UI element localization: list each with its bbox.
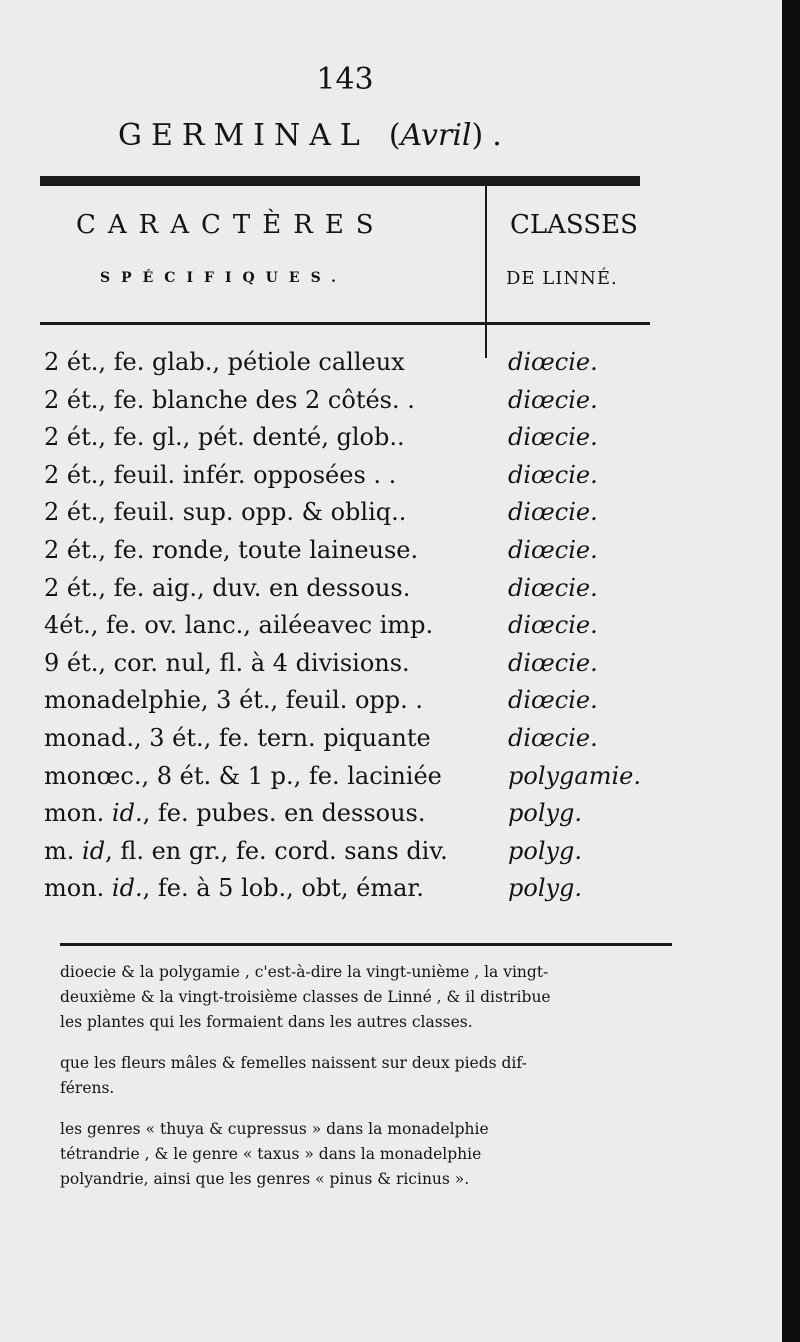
cell-text: mon.: [44, 799, 112, 828]
table-row: [44, 536, 664, 574]
footnote-line: deuxième & la vingt-troisième classes de Linné , & il distribue: [60, 988, 551, 1006]
table-row: [44, 799, 664, 837]
table-row: [44, 574, 664, 612]
footnote-line: que les fleurs mâles & femelles naissent sur deux pieds dif-: [60, 1054, 527, 1072]
month-note: Avril: [400, 118, 472, 153]
cell-italic-text: id.: [111, 799, 143, 828]
linne-class-cell: diœcie.: [508, 423, 598, 452]
specific-characters-cell: [44, 837, 448, 865]
footnote-line: dioecie & la polygamie , c'est-à-dire la vingt-unième , la vingt-: [60, 963, 549, 981]
specific-characters-cell: 2 ét., feuil. infér. opposées . .: [44, 460, 397, 489]
header-rule: [40, 322, 650, 325]
column-header-classes: CLASSES: [510, 210, 638, 240]
specific-characters-cell: 4ét., fe. ov. lanc., ailéeavec imp.: [44, 611, 434, 640]
page-number: 143: [316, 62, 374, 97]
table-row: [44, 874, 664, 912]
linne-class-cell: diœcie.: [508, 723, 598, 752]
specific-characters-cell: [44, 874, 424, 902]
footnote-rule: [60, 943, 672, 946]
footnote-line: tétrandrie , & le genre « taxus » dans la monadelphie: [60, 1145, 482, 1163]
linne-class-cell: diœcie.: [508, 611, 598, 640]
table-row: [44, 498, 664, 536]
column-header-linne: DE LINNÉ.: [506, 268, 618, 289]
footnote-line: les plantes qui les formaient dans les autres classes.: [60, 1013, 473, 1031]
table-row: [44, 686, 664, 724]
cell-italic-text: id.: [111, 874, 143, 903]
linne-class-cell: polygamie.: [508, 761, 641, 790]
table-row: [44, 611, 664, 649]
specific-characters-cell: [44, 799, 426, 827]
footnote-line: les genres « thuya & cupressus » dans la monadelphie: [60, 1120, 489, 1138]
column-header-characters: CARACTÈRES: [76, 210, 386, 240]
linne-class-cell: diœcie.: [508, 385, 598, 414]
linne-class-cell: diœcie.: [508, 460, 598, 489]
table-row: [44, 386, 664, 424]
table-row: [44, 837, 664, 875]
top-rule: [40, 176, 640, 186]
footnote-line: polyandrie, ainsi que les genres « pinus & ricinus ».: [60, 1170, 470, 1188]
specific-characters-cell: 9 ét., cor. nul, fl. à 4 divisions.: [44, 648, 410, 677]
table-body: [44, 348, 664, 912]
specific-characters-cell: 2 ét., fe. blanche des 2 côtés. .: [44, 385, 415, 414]
specific-characters-cell: 2 ét., fe. aig., duv. en dessous.: [44, 573, 411, 602]
linne-class-cell: diœcie.: [508, 686, 598, 715]
table-row: [44, 348, 664, 386]
specific-characters-cell: 2 ét., fe. glab., pétiole calleux: [44, 348, 405, 376]
linne-class-cell: polyg.: [508, 874, 583, 903]
column-header-specific: SPÉCIFIQUES.: [100, 270, 348, 286]
table-row: [44, 724, 664, 762]
footnotes: [60, 960, 672, 1208]
footnote: [60, 1051, 672, 1101]
paren-close: ).: [471, 118, 511, 153]
specific-characters-cell: 2 ét., fe. gl., pét. denté, glob..: [44, 423, 405, 452]
paren-open: (: [388, 118, 401, 153]
table-row: [44, 762, 664, 800]
month-name: GERMINAL: [118, 118, 369, 153]
specific-characters-cell: monœc., 8 ét. & 1 p., fe. laciniée: [44, 761, 442, 790]
linne-class-cell: polyg.: [508, 836, 583, 865]
linne-class-cell: polyg.: [508, 799, 583, 828]
column-divider: [485, 186, 487, 358]
cell-text: , fe. à 5 lob., obt, émar.: [142, 874, 424, 903]
linne-class-cell: diœcie.: [508, 535, 598, 564]
footnote-line: férens.: [60, 1079, 115, 1097]
specific-characters-cell: monad., 3 ét., fe. tern. piquante: [44, 723, 431, 752]
page-edge-shadow: [782, 0, 800, 1342]
table-row: [44, 649, 664, 687]
cell-text: , fl. en gr., fe. cord. sans div.: [105, 836, 448, 865]
cell-text: m.: [44, 836, 83, 865]
cell-italic-text: id: [82, 836, 106, 865]
month-heading: [118, 118, 511, 153]
specific-characters-cell: 2 ét., feuil. sup. opp. & obliq..: [44, 498, 407, 527]
linne-class-cell: diœcie.: [508, 573, 598, 602]
table-row: [44, 461, 664, 499]
linne-class-cell: diœcie.: [508, 348, 598, 376]
linne-class-cell: diœcie.: [508, 498, 598, 527]
table-row: [44, 423, 664, 461]
specific-characters-cell: 2 ét., fe. ronde, toute laineuse.: [44, 535, 419, 564]
specific-characters-cell: monadelphie, 3 ét., feuil. opp. .: [44, 686, 424, 715]
footnote: [60, 960, 672, 1035]
linne-class-cell: diœcie.: [508, 648, 598, 677]
cell-text: , fe. pubes. en dessous.: [142, 799, 426, 828]
cell-text: mon.: [44, 874, 112, 903]
footnote: [60, 1117, 672, 1192]
